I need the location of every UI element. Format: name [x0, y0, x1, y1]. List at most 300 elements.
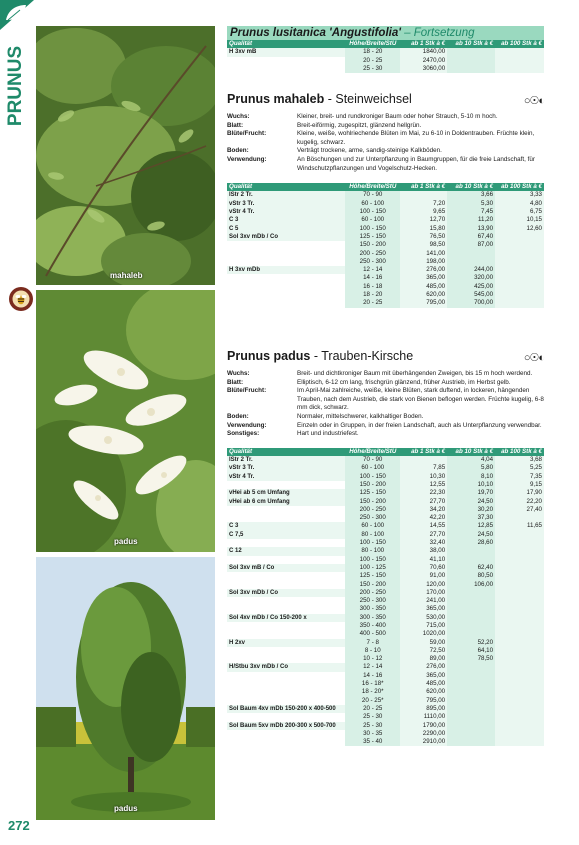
cell-q [227, 539, 345, 547]
table-row [227, 564, 544, 572]
cell-p2 [447, 688, 495, 696]
cell-p1: 27,70 [400, 498, 447, 506]
cell-p2 [447, 697, 495, 705]
cell-p3: 17,90 [495, 489, 544, 497]
cell-p1: 89,00 [400, 655, 447, 663]
description-row [227, 430, 544, 439]
cell-q: C 3 [227, 216, 345, 224]
cell-p3 [495, 639, 544, 647]
cell-q [227, 299, 345, 307]
cell-p1: 42,20 [400, 514, 447, 522]
cell-p2 [447, 713, 495, 721]
cell-p3 [495, 274, 544, 282]
table-row [227, 473, 544, 481]
table-row [227, 48, 544, 56]
cell-p2: 106,00 [447, 581, 495, 589]
cell-p1: 70,60 [400, 564, 447, 572]
cell-p3 [495, 655, 544, 663]
description-key: Wuchs: [227, 370, 250, 377]
cell-q: H 3xv mB [227, 48, 345, 56]
cell-h: 125 - 150 [345, 572, 400, 580]
cell-p2 [447, 57, 495, 65]
cell-p2: 37,30 [447, 514, 495, 522]
cell-p2: 28,60 [447, 539, 495, 547]
cell-h: 100 - 150 [345, 556, 400, 564]
cell-h: 100 - 150 [345, 473, 400, 481]
cell-q [227, 581, 345, 589]
table-row [227, 581, 544, 589]
price-table [227, 448, 544, 747]
species-title: Prunus mahaleb [227, 92, 325, 106]
cell-q: vHei ab 6 cm Umfang [227, 498, 345, 506]
cell-p1: 2910,00 [400, 738, 447, 746]
table-row [227, 597, 544, 605]
table-row [227, 299, 544, 307]
cell-q [227, 291, 345, 299]
cell-p2 [447, 680, 495, 688]
cell-h: 60 - 100 [345, 216, 400, 224]
table-row [227, 481, 544, 489]
cell-h: 100 - 150 [345, 208, 400, 216]
column-header: Qualität [227, 183, 345, 191]
cell-q [227, 572, 345, 580]
cell-q: C 7,5 [227, 531, 345, 539]
column-header: Höhe/Breite/StU [345, 183, 400, 191]
cell-q [227, 65, 345, 73]
column-header: ab 100 Stk à € [495, 448, 544, 456]
description-table [227, 370, 544, 439]
cell-q [227, 680, 345, 688]
cell-h: 70 - 90 [345, 191, 400, 199]
table-row [227, 506, 544, 514]
description-row [227, 370, 544, 379]
cell-q: vHei ab 5 cm Umfang [227, 489, 345, 497]
cell-p2 [447, 663, 495, 671]
cell-h: 30 - 35 [345, 730, 400, 738]
cell-h: 10 - 12 [345, 655, 400, 663]
cell-p2 [447, 614, 495, 622]
description-row [227, 413, 544, 422]
cell-q [227, 556, 345, 564]
cell-p1: 1020,00 [400, 630, 447, 638]
table-row [227, 258, 544, 266]
cell-p1: 98,50 [400, 241, 447, 249]
cell-p3: 12,60 [495, 225, 544, 233]
cell-p3 [495, 258, 544, 266]
cell-q [227, 481, 345, 489]
description-value: Hart und industriefest. [297, 430, 359, 438]
column-header: ab 1 Stk à € [400, 183, 447, 191]
cell-q [227, 630, 345, 638]
cell-p1: 72,50 [400, 647, 447, 655]
cell-h: 200 - 250 [345, 250, 400, 258]
cell-p3 [495, 547, 544, 555]
cell-p3 [495, 672, 544, 680]
cell-p3 [495, 299, 544, 307]
column-header: ab 10 Stk à € [447, 40, 495, 48]
cell-q: lStr 2 Tr. [227, 191, 345, 199]
leaf-logo-icon [0, 0, 34, 30]
cell-h: 20 - 25 [345, 705, 400, 713]
bee-friendly-badge-icon [8, 286, 34, 312]
table-row [227, 639, 544, 647]
table-row [227, 291, 544, 299]
cell-p3 [495, 556, 544, 564]
cell-q: Sol 3xv mDb / Co [227, 233, 345, 241]
cell-h: 25 - 30 [345, 65, 400, 73]
photo-padus-flowers [36, 290, 215, 552]
cell-p3 [495, 663, 544, 671]
cell-p1 [400, 456, 447, 464]
cell-p3: 27,40 [495, 506, 544, 514]
column-header: ab 10 Stk à € [447, 448, 495, 456]
column-header: Qualität [227, 448, 345, 456]
cell-p3: 5,25 [495, 464, 544, 472]
cell-p3 [495, 697, 544, 705]
description-key: Blatt: [227, 378, 244, 386]
species-heading [227, 349, 544, 365]
cell-p2 [447, 722, 495, 730]
table-row [227, 539, 544, 547]
table-row [227, 208, 544, 216]
cell-p3 [495, 688, 544, 696]
cell-p3 [495, 539, 544, 547]
cell-p3 [495, 738, 544, 746]
cell-h: 150 - 200 [345, 481, 400, 489]
description-key: Boden: [227, 147, 249, 155]
cell-p1: 276,00 [400, 266, 447, 274]
description-key: Blatt: [227, 121, 244, 129]
price-table [227, 40, 544, 73]
cell-p1: 2470,00 [400, 57, 447, 65]
location-icons: ○☉◐ [523, 352, 544, 364]
cell-h: 20 - 25 [345, 57, 400, 65]
cell-p3 [495, 713, 544, 721]
cell-p1: 170,00 [400, 589, 447, 597]
cell-p1: 7,20 [400, 200, 447, 208]
table-row [227, 498, 544, 506]
cell-q [227, 605, 345, 613]
cell-q: C 12 [227, 547, 345, 555]
cell-q [227, 283, 345, 291]
table-row [227, 630, 544, 638]
cell-h: 125 - 150 [345, 233, 400, 241]
table-row [227, 464, 544, 472]
cell-h: 100 - 125 [345, 564, 400, 572]
cell-p2: 62,40 [447, 564, 495, 572]
species-title: Prunus lusitanica 'Angustifolia' [230, 27, 401, 39]
cell-p2: 8,10 [447, 473, 495, 481]
cell-q [227, 250, 345, 258]
cell-q: C 5 [227, 225, 345, 233]
table-row [227, 647, 544, 655]
table-row [227, 266, 544, 274]
cell-h: 14 - 16 [345, 672, 400, 680]
table-row [227, 614, 544, 622]
cell-p2 [447, 589, 495, 597]
column-header: Höhe/Breite/StU [345, 448, 400, 456]
column-header: ab 100 Stk à € [495, 40, 544, 48]
cell-h: 7 - 8 [345, 639, 400, 647]
table-row [227, 672, 544, 680]
table-row [227, 225, 544, 233]
cell-p3 [495, 233, 544, 241]
cell-q: Sol Baum 5xv mDb 200-300 x 500-700 [227, 722, 345, 730]
svg-text:PRUNUS: PRUNUS [5, 46, 27, 126]
cell-p2: 52,20 [447, 639, 495, 647]
cell-p1: 485,00 [400, 680, 447, 688]
cell-p2: 7,45 [447, 208, 495, 216]
cell-q [227, 697, 345, 705]
table-row [227, 522, 544, 530]
table-row [227, 57, 544, 65]
cell-p3 [495, 266, 544, 274]
cell-p3 [495, 614, 544, 622]
cell-p2 [447, 622, 495, 630]
cell-p1: 59,00 [400, 639, 447, 647]
description-key: Blüte/Frucht: [227, 130, 267, 138]
cell-p3 [495, 283, 544, 291]
table-row [227, 191, 544, 199]
cell-p3: 7,35 [495, 473, 544, 481]
cell-q: C 3 [227, 522, 345, 530]
cell-p2: 5,80 [447, 464, 495, 472]
cell-q [227, 713, 345, 721]
table-row [227, 250, 544, 258]
cell-p1: 365,00 [400, 672, 447, 680]
cell-q: H/Stbu 3xv mDb / Co [227, 663, 345, 671]
cell-h: 150 - 200 [345, 581, 400, 589]
description-row [227, 379, 544, 388]
cell-p2 [447, 597, 495, 605]
cell-p3 [495, 291, 544, 299]
description-table [227, 113, 544, 173]
cell-p2 [447, 672, 495, 680]
table-row [227, 283, 544, 291]
table-row [227, 622, 544, 630]
cell-p2 [447, 547, 495, 555]
column-header: Höhe/Breite/StU [345, 40, 400, 48]
column-header: ab 1 Stk à € [400, 40, 447, 48]
cell-p1: 41,10 [400, 556, 447, 564]
cell-p3: 22,20 [495, 498, 544, 506]
table-row [227, 65, 544, 73]
table-row [227, 489, 544, 497]
section-padus [227, 349, 544, 746]
cell-h: 20 - 25 [345, 299, 400, 307]
cell-p2: 64,10 [447, 647, 495, 655]
cell-p3 [495, 564, 544, 572]
cell-q: Sol Baum 4xv mDb 150-200 x 400-500 [227, 705, 345, 713]
cell-p1: 276,00 [400, 663, 447, 671]
cell-p1: 1840,00 [400, 48, 447, 56]
cell-p3 [495, 680, 544, 688]
cell-h: 250 - 300 [345, 258, 400, 266]
cell-p3 [495, 630, 544, 638]
cell-p2 [447, 250, 495, 258]
continuation-label: – Fortsetzung [404, 27, 475, 39]
table-row [227, 722, 544, 730]
cell-p3 [495, 597, 544, 605]
photo-caption: padus [114, 537, 138, 546]
cell-p1: 1110,00 [400, 713, 447, 721]
cell-h: 14 - 16 [345, 274, 400, 282]
cell-p3 [495, 572, 544, 580]
cell-p3: 6,75 [495, 208, 544, 216]
cell-p1: 795,00 [400, 299, 447, 307]
cell-p2: 13,90 [447, 225, 495, 233]
location-icons: ○☉◐ [523, 95, 544, 107]
cell-p2 [447, 556, 495, 564]
cell-h: 16 - 18* [345, 680, 400, 688]
cell-h: 150 - 200 [345, 498, 400, 506]
description-value: Elliptisch, 6-12 cm lang, frischgrün glänzend, früher Austrieb, im Herbst gelb. [297, 378, 511, 386]
description-value: Verträgt trockene, arme, sandig-steinige Kalkböden. [297, 147, 442, 155]
cell-h: 25 - 30 [345, 713, 400, 721]
cell-q: vStr 4 Tr. [227, 473, 345, 481]
cell-h: 8 - 10 [345, 647, 400, 655]
table-row [227, 216, 544, 224]
cell-p3 [495, 65, 544, 73]
table-row [227, 680, 544, 688]
description-value: Kleine, weiße, wohlriechende Blüten im Mai, zu 6-10 in Doldentrauben. Früchte klein, kugelig, schwarz. [297, 130, 535, 146]
cell-h: 16 - 18 [345, 283, 400, 291]
table-row [227, 697, 544, 705]
section-lusitanica [227, 26, 544, 73]
cell-q [227, 241, 345, 249]
species-common-name: - Trauben-Kirsche [313, 349, 414, 363]
cell-p3: 9,15 [495, 481, 544, 489]
cell-q [227, 597, 345, 605]
description-value: An Böschungen und zur Unterpflanzung in Baumgruppen, für die freie Landschaft, für Windschutzpflanzungen und Vogelschutz-Hecken. [297, 155, 536, 172]
description-row [227, 122, 544, 131]
description-row [227, 387, 544, 413]
cell-p2 [447, 605, 495, 613]
cell-p3: 3,68 [495, 456, 544, 464]
price-table [227, 183, 544, 307]
cell-h: 60 - 100 [345, 200, 400, 208]
cell-p1: 76,50 [400, 233, 447, 241]
description-value: Breit-eiförmig, zugespitzt, glänzend hellgrün. [297, 121, 422, 129]
cell-q: vStr 4 Tr. [227, 208, 345, 216]
column-header: ab 1 Stk à € [400, 448, 447, 456]
cell-h: 80 - 100 [345, 531, 400, 539]
price-table-header [227, 40, 544, 48]
cell-p1: 14,55 [400, 522, 447, 530]
cell-h: 100 - 150 [345, 539, 400, 547]
cell-p1: 27,70 [400, 531, 447, 539]
cell-p1: 15,80 [400, 225, 447, 233]
cell-q [227, 730, 345, 738]
cell-p1: 3060,00 [400, 65, 447, 73]
cell-p3 [495, 705, 544, 713]
cell-p2 [447, 258, 495, 266]
table-row [227, 738, 544, 746]
cell-p1: 365,00 [400, 274, 447, 282]
cell-q [227, 622, 345, 630]
cell-p3 [495, 48, 544, 56]
table-row [227, 514, 544, 522]
column-header: ab 100 Stk à € [495, 183, 544, 191]
cell-h: 80 - 100 [345, 547, 400, 555]
column-header: Qualität [227, 40, 345, 48]
description-key: Verwendung: [227, 421, 267, 429]
table-row [227, 233, 544, 241]
cell-p3 [495, 514, 544, 522]
cell-p1: 1790,00 [400, 722, 447, 730]
cell-p1: 241,00 [400, 597, 447, 605]
table-row [227, 655, 544, 663]
cell-p1: 795,00 [400, 697, 447, 705]
cell-q: H 2xv [227, 639, 345, 647]
cell-h: 12 - 14 [345, 663, 400, 671]
cell-p1: 365,00 [400, 605, 447, 613]
cell-p1: 12,70 [400, 216, 447, 224]
cell-h: 60 - 100 [345, 464, 400, 472]
cell-p3 [495, 605, 544, 613]
table-row [227, 572, 544, 580]
cell-h: 12 - 14 [345, 266, 400, 274]
cell-h: 250 - 300 [345, 597, 400, 605]
cell-q: vStr 3 Tr. [227, 464, 345, 472]
cell-q [227, 506, 345, 514]
cell-h: 18 - 20 [345, 48, 400, 56]
cell-p2: 3,66 [447, 191, 495, 199]
table-row [227, 705, 544, 713]
section-mahaleb [227, 92, 544, 308]
cell-p1: 895,00 [400, 705, 447, 713]
cell-p3: 10,15 [495, 216, 544, 224]
side-title [4, 46, 28, 126]
cell-q: Sol 3xv mDb / Co [227, 589, 345, 597]
cell-p2: 78,50 [447, 655, 495, 663]
cell-p2: 244,00 [447, 266, 495, 274]
cell-h: 18 - 20 [345, 291, 400, 299]
cell-p3: 4,80 [495, 200, 544, 208]
cell-p3 [495, 722, 544, 730]
cell-p1: 22,30 [400, 489, 447, 497]
cell-q [227, 688, 345, 696]
cell-h: 100 - 150 [345, 225, 400, 233]
cell-p2: 5,30 [447, 200, 495, 208]
photo-caption: padus [114, 804, 138, 813]
cell-p1: 120,00 [400, 581, 447, 589]
cell-p2 [447, 65, 495, 73]
description-row [227, 130, 544, 147]
cell-p2: 10,10 [447, 481, 495, 489]
description-key: Verwendung: [227, 155, 267, 163]
cell-q [227, 258, 345, 266]
table-row [227, 713, 544, 721]
species-heading [227, 92, 544, 108]
cell-p1 [400, 191, 447, 199]
table-row [227, 241, 544, 249]
cell-h: 150 - 200 [345, 241, 400, 249]
table-row [227, 730, 544, 738]
cell-p1: 91,00 [400, 572, 447, 580]
cell-p3 [495, 589, 544, 597]
cell-h: 350 - 400 [345, 622, 400, 630]
cell-p1: 9,65 [400, 208, 447, 216]
cell-p2: 425,00 [447, 283, 495, 291]
table-row [227, 589, 544, 597]
description-row [227, 422, 544, 431]
cell-p3 [495, 57, 544, 65]
species-title: Prunus padus [227, 349, 311, 363]
table-row [227, 556, 544, 564]
cell-q: Sol 3xv mB / Co [227, 564, 345, 572]
table-row [227, 531, 544, 539]
